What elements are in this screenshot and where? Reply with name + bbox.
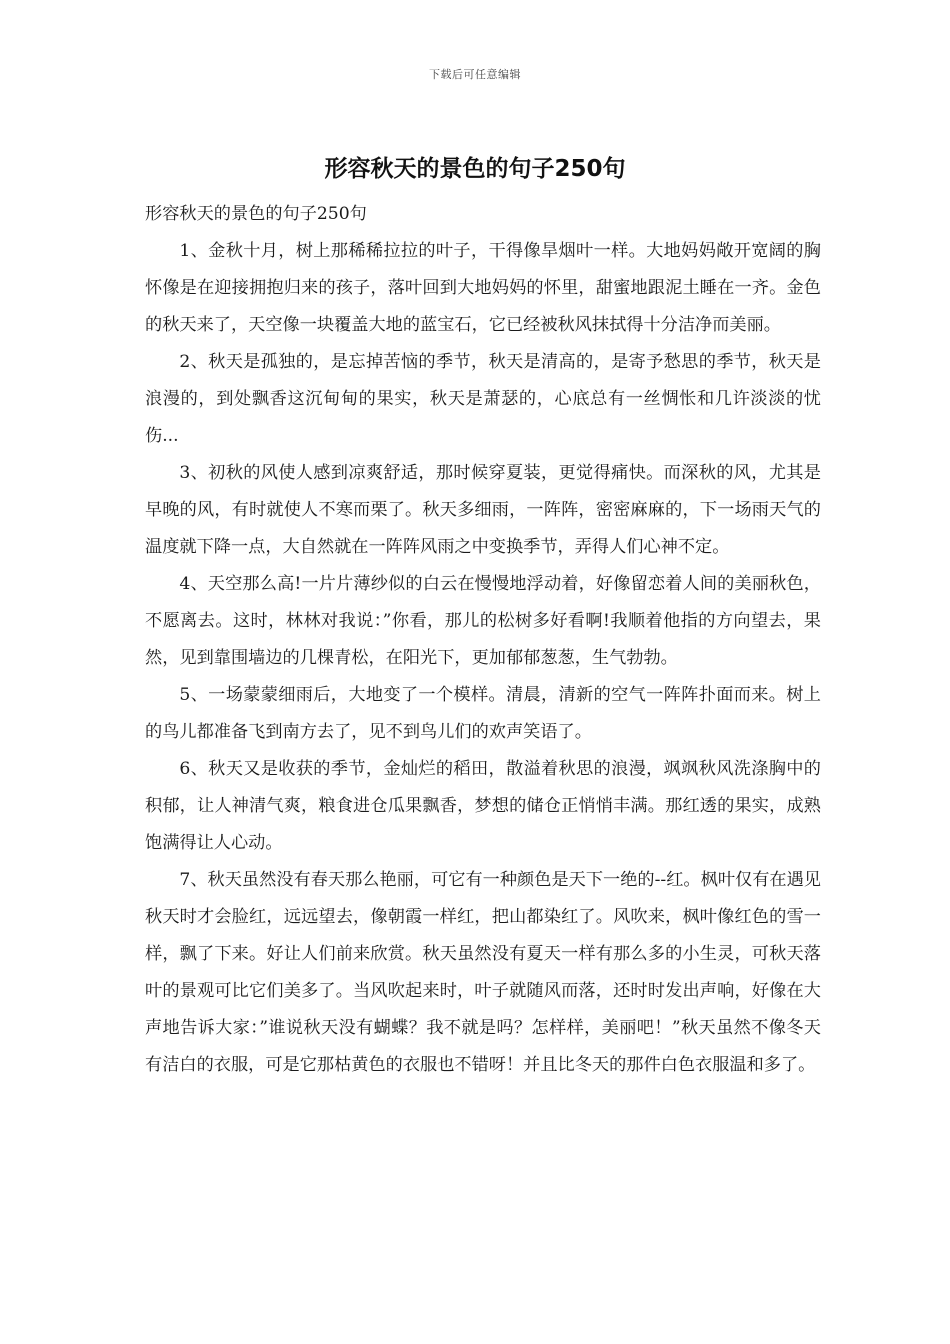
paragraph-2: 2、秋天是孤独的，是忘掉苦恼的季节，秋天是清高的，是寄予愁思的季节，秋天是浪漫的，到处飘香这沉甸甸的果实，秋天是萧瑟的，心底总有一丝惆怅和几许淡淡的忧伤...	[145, 352, 821, 446]
header-note: 下载后可任意编辑	[429, 68, 521, 81]
page-title: 形容秋天的景色的句子250句	[324, 156, 626, 182]
paragraph-4: 4、天空那么高!一片片薄纱似的白云在慢慢地浮动着，好像留恋着人间的美丽秋色，不愿离去。这时，林林对我说：”你看，那儿的松树多好看啊!我顺着他指的方向望去，果然，见到靠围墙边的几棵青松，在阳光下，更加郁郁葱葱，生气勃勃。	[145, 574, 821, 668]
document-body	[145, 196, 821, 1084]
paragraph-7: 7、秋天虽然没有春天那么艳丽，可它有一种颜色是天下一绝的--红。枫叶仅有在遇见秋天时才会脸红，远远望去，像朝霞一样红，把山都染红了。风吹来，枫叶像红色的雪一样，飘了下来。好让人们前来欣赏。秋天虽然没有夏天一样有那么多的小生灵，可秋天落叶的景观可比它们美多了。当风吹起来时，叶子就随风而落，还时时发出声响，好像在大声地告诉大家：”谁说秋天没有蝴蝶？我不就是吗？怎样样，美丽吧！”秋天虽然不像冬天有洁白的衣服，可是它那枯黄色的衣服也不错呀！并且比冬天的那件白色衣服温和多了。	[145, 870, 821, 1075]
paragraph-5: 5、一场蒙蒙细雨后，大地变了一个模样。清晨，清新的空气一阵阵扑面而来。树上的鸟儿都准备飞到南方去了，见不到鸟儿们的欢声笑语了。	[145, 685, 821, 742]
paragraph-1: 1、金秋十月，树上那稀稀拉拉的叶子，干得像旱烟叶一样。大地妈妈敞开宽阔的胸怀像是在迎接拥抱归来的孩子，落叶回到大地妈妈的怀里，甜蜜地跟泥土睡在一齐。金色的秋天来了，天空像一块覆盖大地的蓝宝石，它已经被秋风抹拭得十分洁净而美丽。	[145, 241, 821, 335]
paragraph-6: 6、秋天又是收获的季节，金灿烂的稻田，散溢着秋思的浪漫，飒飒秋风洗涤胸中的积郁，让人神清气爽，粮食进仓瓜果飘香，梦想的储仓正悄悄丰满。那红透的果实，成熟饱满得让人心动。	[145, 759, 821, 853]
subtitle: 形容秋天的景色的句子250句	[145, 204, 367, 224]
paragraph-3: 3、初秋的风使人感到凉爽舒适，那时候穿夏装，更觉得痛快。而深秋的风，尤其是早晚的风，有时就使人不寒而栗了。秋天多细雨，一阵阵，密密麻麻的，下一场雨天气的温度就下降一点，大自然就在一阵阵风雨之中变换季节，弄得人们心神不定。	[145, 463, 821, 557]
